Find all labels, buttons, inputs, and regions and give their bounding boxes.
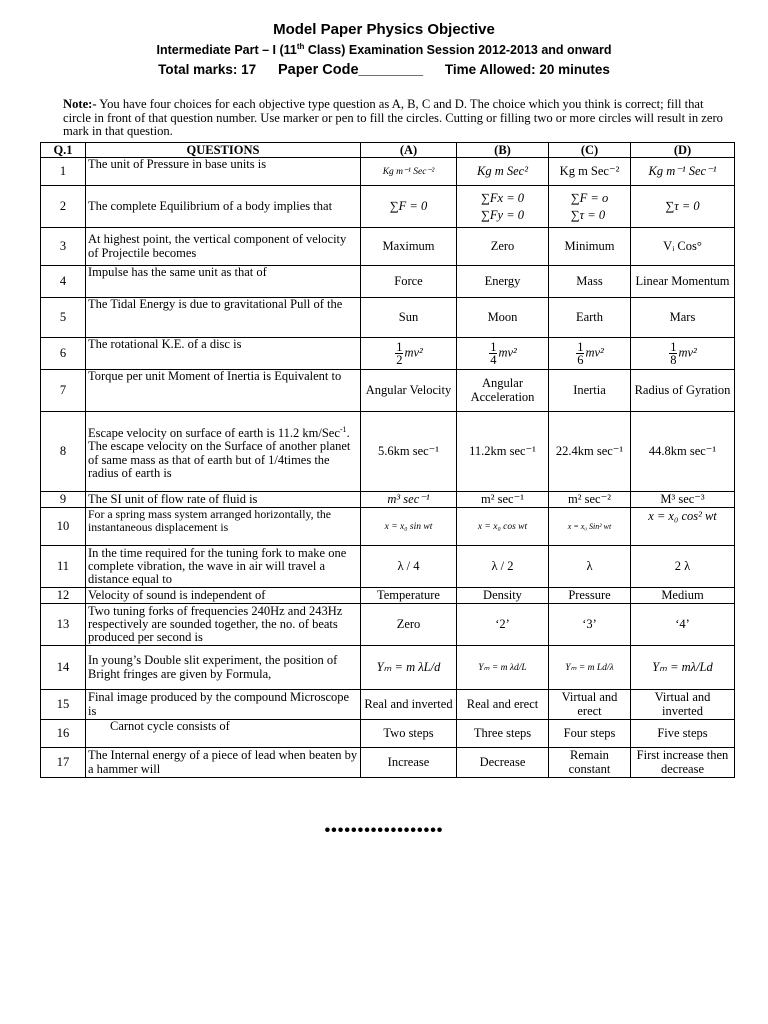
fraction-denominator: 2 bbox=[396, 353, 403, 367]
option-d: Linear Momentum bbox=[631, 266, 735, 298]
option-b: Zero bbox=[457, 228, 549, 266]
note-label: Note:- bbox=[63, 97, 97, 111]
option-b: Three steps bbox=[457, 720, 549, 748]
option-b: Real and erect bbox=[457, 690, 549, 720]
option-d: Radius of Gyration bbox=[631, 370, 735, 412]
option-a: Force bbox=[361, 266, 457, 298]
option-a: Real and inverted bbox=[361, 690, 457, 720]
option-c bbox=[549, 158, 631, 186]
fraction-denominator: 6 bbox=[577, 353, 584, 367]
question-text: In the time required for the tuning fork to make one complete vibration, the wave in air will travel a distance equal to bbox=[86, 546, 361, 588]
question-text: In young’s Double slit experiment, the position of Bright fringes are given by Formula, bbox=[86, 646, 361, 690]
header-option-c: (C) bbox=[549, 143, 631, 158]
instructions-note bbox=[63, 98, 723, 139]
option-c: Inertia bbox=[549, 370, 631, 412]
question-number: 4 bbox=[41, 266, 86, 298]
question-text: The Tidal Energy is due to gravitational Pull of the bbox=[86, 298, 361, 338]
option-a: Two steps bbox=[361, 720, 457, 748]
formula: x = x₀ cos wt bbox=[477, 521, 528, 532]
questions-table bbox=[40, 142, 735, 778]
option-a bbox=[361, 492, 457, 508]
option-d bbox=[631, 338, 735, 370]
formula: m³ sec⁻¹ bbox=[387, 491, 430, 506]
question-number: 8 bbox=[41, 412, 86, 492]
option-c bbox=[549, 646, 631, 690]
header-q1: Q.1 bbox=[41, 143, 86, 158]
question-number: 7 bbox=[41, 370, 86, 412]
question-number: 10 bbox=[41, 508, 86, 546]
option-a: 5.6km sec⁻¹ bbox=[361, 412, 457, 492]
question-text: Velocity of sound is independent of bbox=[86, 588, 361, 604]
option-d bbox=[631, 158, 735, 186]
question-text: The unit of Pressure in base units is bbox=[86, 158, 361, 186]
fraction bbox=[395, 341, 403, 366]
option-d bbox=[631, 508, 735, 546]
fraction-numerator: 1 bbox=[490, 340, 497, 354]
option-b: Angular Acceleration bbox=[457, 370, 549, 412]
formula: Kg m Sec² bbox=[477, 163, 528, 178]
question-number: 15 bbox=[41, 690, 86, 720]
question-text bbox=[86, 412, 361, 492]
option-d: First increase then decrease bbox=[631, 748, 735, 778]
formula: ∑F = o bbox=[570, 190, 609, 205]
question-text: Carnot cycle consists of bbox=[86, 720, 361, 748]
option-a bbox=[361, 186, 457, 228]
question-number: 16 bbox=[41, 720, 86, 748]
question-number: 17 bbox=[41, 748, 86, 778]
question-number: 5 bbox=[41, 298, 86, 338]
end-dots-separator: •••••••••••••••••• bbox=[324, 822, 444, 839]
exam-subtitle bbox=[0, 42, 768, 57]
option-d: ‘4’ bbox=[631, 604, 735, 646]
question-number: 9 bbox=[41, 492, 86, 508]
header-option-b: (B) bbox=[457, 143, 549, 158]
header-option-a: (A) bbox=[361, 143, 457, 158]
option-a bbox=[361, 338, 457, 370]
option-a: Maximum bbox=[361, 228, 457, 266]
formula: ∑Fy = 0 bbox=[480, 207, 525, 222]
fraction-denominator: 8 bbox=[670, 353, 677, 367]
table-row bbox=[41, 748, 735, 778]
table-row bbox=[41, 298, 735, 338]
option-a bbox=[361, 508, 457, 546]
header-option-d: (D) bbox=[631, 143, 735, 158]
table-row bbox=[41, 604, 735, 646]
option-c: Earth bbox=[549, 298, 631, 338]
formula: Yₘ = mλ/Ld bbox=[652, 659, 713, 674]
option-c: Minimum bbox=[549, 228, 631, 266]
formula: ∑Fx = 0 bbox=[480, 190, 525, 205]
option-b: Decrease bbox=[457, 748, 549, 778]
option-d bbox=[631, 646, 735, 690]
table-row bbox=[41, 690, 735, 720]
option-c: Remain constant bbox=[549, 748, 631, 778]
table-row bbox=[41, 588, 735, 604]
question-text: Torque per unit Moment of Inertia is Equivalent to bbox=[86, 370, 361, 412]
table-row bbox=[41, 412, 735, 492]
option-a: Sun bbox=[361, 298, 457, 338]
table-row bbox=[41, 228, 735, 266]
option-b: Moon bbox=[457, 298, 549, 338]
paper-code: Paper Code________ bbox=[277, 62, 424, 78]
total-marks: Total marks: 17 bbox=[158, 62, 257, 77]
option-a: Zero bbox=[361, 604, 457, 646]
fraction-numerator: 1 bbox=[670, 340, 677, 354]
question-text: The rotational K.E. of a disc is bbox=[86, 338, 361, 370]
option-a bbox=[361, 158, 457, 186]
option-b bbox=[457, 158, 549, 186]
fraction-numerator: 1 bbox=[396, 340, 403, 354]
formula: mv² bbox=[498, 345, 517, 360]
question-text: Final image produced by the compound Microscope is bbox=[86, 690, 361, 720]
table-row bbox=[41, 492, 735, 508]
option-d: 44.8km sec⁻¹ bbox=[631, 412, 735, 492]
option-c: ‘3’ bbox=[549, 604, 631, 646]
option-d: 2 λ bbox=[631, 546, 735, 588]
formula: Yₘ = m λL/d bbox=[376, 659, 441, 674]
formula: Kg m⁻¹ Sec⁻¹ bbox=[648, 163, 717, 178]
note-text: You have four choices for each objective type question as A, B, C and D. The choice which you think is correct; fill that circle in front of that question number. Use marker or pen to fill the circles. Cutting or filling two or more circles will result in zero mark in that question. bbox=[63, 97, 723, 138]
formula: x = x₀ sin wt bbox=[384, 521, 433, 532]
option-c: Pressure bbox=[549, 588, 631, 604]
option-d bbox=[631, 186, 735, 228]
question-text: The Internal energy of a piece of lead when beaten by a hammer will bbox=[86, 748, 361, 778]
formula: Yₘ = m λd/L bbox=[478, 662, 527, 673]
option-c bbox=[549, 508, 631, 546]
header-questions: QUESTIONS bbox=[86, 143, 361, 158]
table-row bbox=[41, 508, 735, 546]
time-allowed: Time Allowed: 20 minutes bbox=[444, 62, 610, 77]
question-text: Two tuning forks of frequencies 240Hz and 243Hz respectively are sounded together, the no. of beats produced per second is bbox=[86, 604, 361, 646]
table-row bbox=[41, 720, 735, 748]
formula: x = x₀ cos² wt bbox=[648, 509, 717, 523]
table-row bbox=[41, 338, 735, 370]
formula: ∑τ = 0 bbox=[570, 207, 606, 222]
option-d: Medium bbox=[631, 588, 735, 604]
option-d: Vᵢ Cos° bbox=[631, 228, 735, 266]
option-b: Density bbox=[457, 588, 549, 604]
formula: mv² bbox=[678, 345, 697, 360]
question-number: 2 bbox=[41, 186, 86, 228]
question-text: For a spring mass system arranged horizontally, the instantaneous displacement is bbox=[86, 508, 361, 546]
table-row bbox=[41, 646, 735, 690]
formula: ∑F = 0 bbox=[389, 198, 428, 213]
option-d: Five steps bbox=[631, 720, 735, 748]
option-a: Angular Velocity bbox=[361, 370, 457, 412]
table-row bbox=[41, 158, 735, 186]
question-text-part: . The escape velocity on the Surface of another planet of same mass as that of earth but of 1/4times the radius of earth is bbox=[88, 425, 351, 480]
table-row bbox=[41, 266, 735, 298]
option-b: λ / 2 bbox=[457, 546, 549, 588]
option-c: 22.4km sec⁻¹ bbox=[549, 412, 631, 492]
question-number: 13 bbox=[41, 604, 86, 646]
fraction bbox=[576, 341, 584, 366]
fraction bbox=[489, 341, 497, 366]
question-text: The complete Equilibrium of a body implies that bbox=[86, 186, 361, 228]
table-header-row bbox=[41, 143, 735, 158]
subtitle-sup: th bbox=[296, 42, 305, 51]
option-b bbox=[457, 338, 549, 370]
formula: mv² bbox=[585, 345, 604, 360]
question-number: 12 bbox=[41, 588, 86, 604]
fraction bbox=[669, 341, 677, 366]
table-row bbox=[41, 186, 735, 228]
option-c: Mass bbox=[549, 266, 631, 298]
option-a: Temperature bbox=[361, 588, 457, 604]
question-text-sup: -1 bbox=[339, 424, 347, 434]
option-b: m² sec⁻¹ bbox=[457, 492, 549, 508]
table-row bbox=[41, 370, 735, 412]
formula: mv² bbox=[404, 345, 423, 360]
question-text: Impulse has the same unit as that of bbox=[86, 266, 361, 298]
question-number: 14 bbox=[41, 646, 86, 690]
option-a: λ / 4 bbox=[361, 546, 457, 588]
question-number: 6 bbox=[41, 338, 86, 370]
question-text: At highest point, the vertical component of velocity of Projectile becomes bbox=[86, 228, 361, 266]
option-c: λ bbox=[549, 546, 631, 588]
option-c bbox=[549, 338, 631, 370]
option-b bbox=[457, 646, 549, 690]
option-c: m² sec⁻² bbox=[549, 492, 631, 508]
option-d: M³ sec⁻³ bbox=[631, 492, 735, 508]
question-number: 3 bbox=[41, 228, 86, 266]
page-title: Model Paper Physics Objective bbox=[273, 21, 495, 38]
formula: Yₘ = m Ld/λ bbox=[565, 662, 614, 673]
question-text: The SI unit of flow rate of fluid is bbox=[86, 492, 361, 508]
question-number: 11 bbox=[41, 546, 86, 588]
subtitle-part: Class) Examination Session 2012-2013 and onward bbox=[304, 43, 612, 58]
option-d: Mars bbox=[631, 298, 735, 338]
question-text-part: Escape velocity on surface of earth is 11.2 km/Sec bbox=[88, 425, 340, 440]
option-b: 11.2km sec⁻¹ bbox=[457, 412, 549, 492]
exam-info-line bbox=[0, 62, 768, 78]
fraction-numerator: 1 bbox=[577, 340, 584, 354]
fraction-denominator: 4 bbox=[490, 353, 497, 367]
option-b: ‘2’ bbox=[457, 604, 549, 646]
option-c bbox=[549, 186, 631, 228]
option-c: Virtual and erect bbox=[549, 690, 631, 720]
option-b bbox=[457, 508, 549, 546]
subtitle-part: Intermediate Part – I (11 bbox=[156, 43, 297, 58]
formula: Kg m Sec⁻² bbox=[559, 163, 620, 178]
formula: x = x₀ Sin² wt bbox=[567, 522, 612, 532]
option-d: Virtual and inverted bbox=[631, 690, 735, 720]
question-number: 1 bbox=[41, 158, 86, 186]
table-row bbox=[41, 546, 735, 588]
option-a: Increase bbox=[361, 748, 457, 778]
option-b: Energy bbox=[457, 266, 549, 298]
formula: Kg m⁻¹ Sec⁻² bbox=[382, 166, 435, 177]
option-a bbox=[361, 646, 457, 690]
option-b bbox=[457, 186, 549, 228]
formula: ∑τ = 0 bbox=[665, 198, 700, 213]
option-c: Four steps bbox=[549, 720, 631, 748]
